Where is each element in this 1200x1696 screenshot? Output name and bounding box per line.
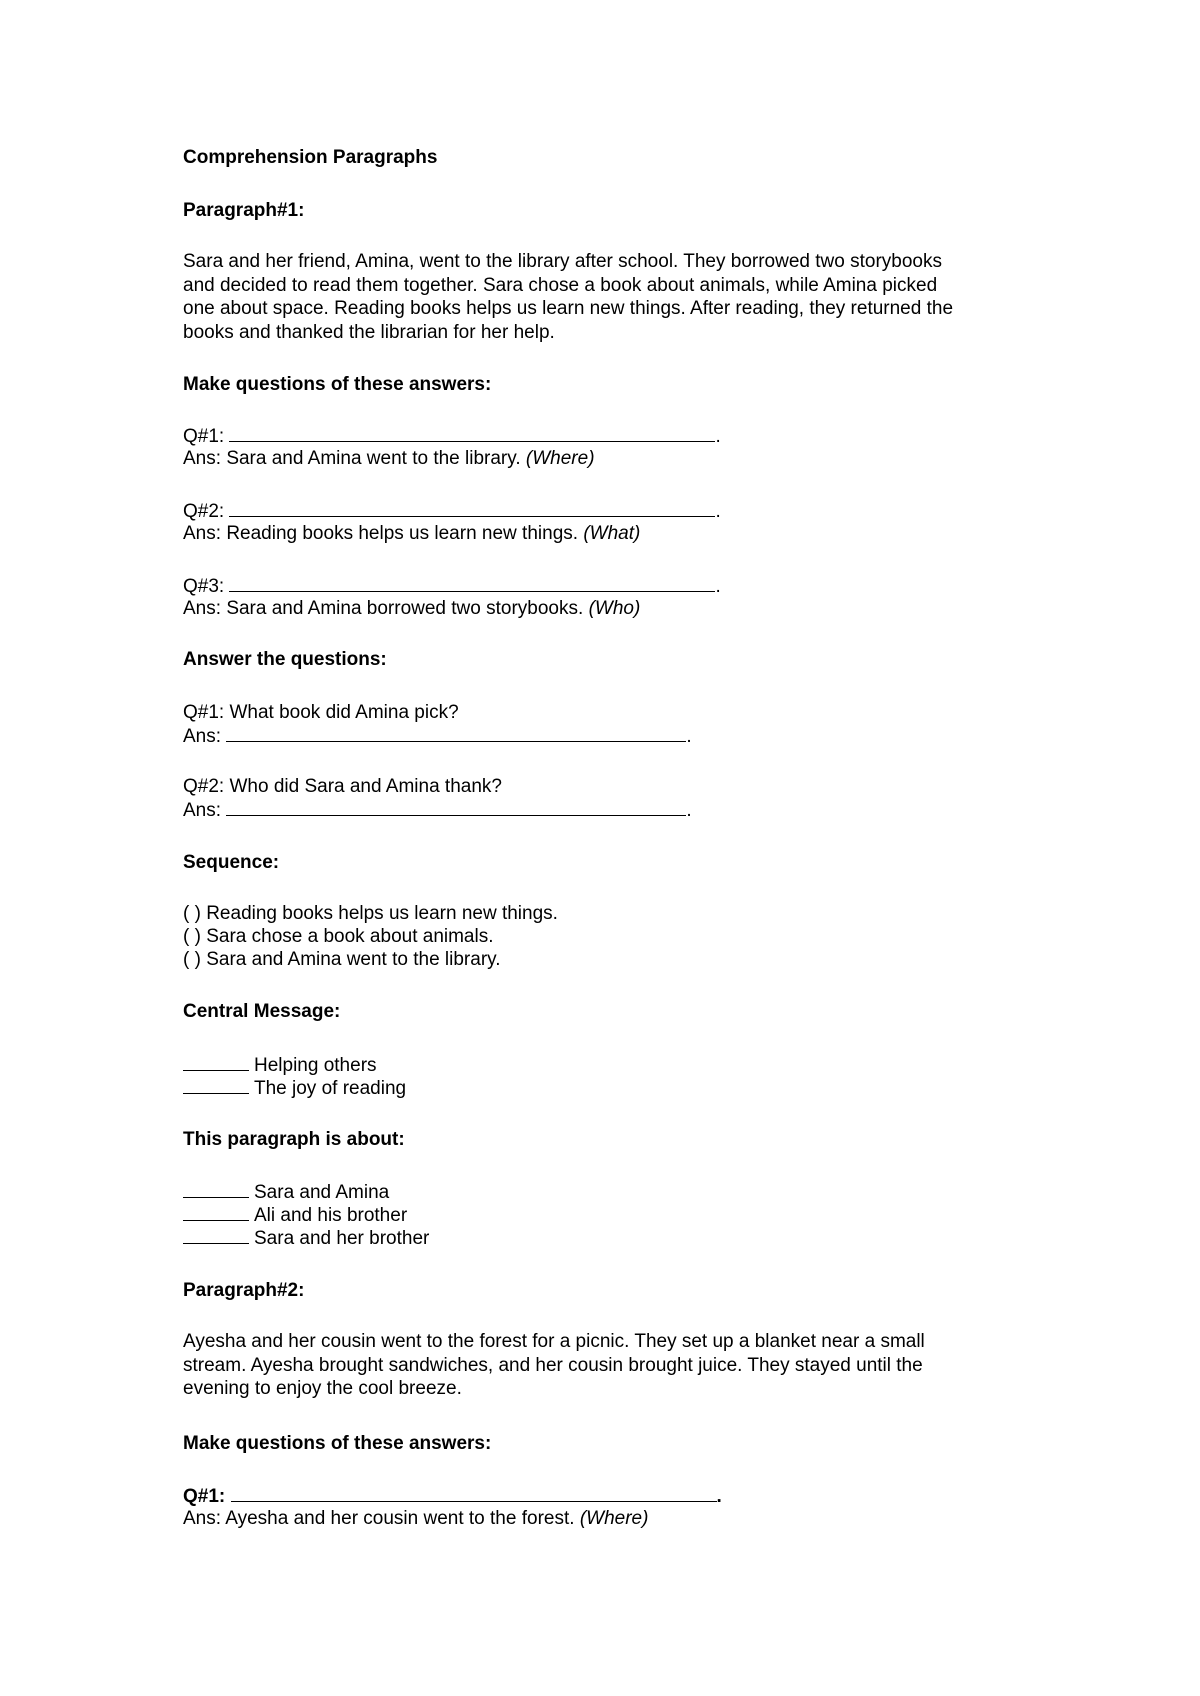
answer-label: Ans:: [183, 448, 222, 469]
answer-label: Ans:: [183, 598, 222, 619]
option-label: Sara and her brother: [254, 1228, 430, 1249]
option-blank[interactable]: [183, 1053, 249, 1071]
paragraph1-line: books and thanked the librarian for her help.: [183, 321, 555, 343]
option-blank[interactable]: [183, 1226, 249, 1244]
answer-hint: (Who): [588, 598, 641, 619]
sequence-item[interactable]: ( ) Sara and Amina went to the library.: [183, 949, 501, 970]
question-end: .: [715, 426, 721, 447]
option-row: [183, 1180, 389, 1205]
question-label: Q#2:: [183, 501, 225, 522]
paragraph2-heading: Paragraph#2:: [183, 1280, 305, 1301]
make-questions-heading: Make questions of these answers:: [183, 1433, 492, 1454]
option-blank[interactable]: [183, 1203, 249, 1221]
answer-row: [183, 447, 595, 471]
option-row: [183, 1203, 407, 1228]
about-heading: This paragraph is about:: [183, 1129, 405, 1150]
question-label: Q#3:: [183, 576, 225, 597]
option-row: [183, 1226, 429, 1251]
question-row: [183, 1484, 722, 1509]
option-blank[interactable]: [183, 1180, 249, 1198]
answer-label: Ans:: [183, 800, 222, 821]
option-label: Ali and his brother: [254, 1205, 408, 1226]
central-message-heading: Central Message:: [183, 1001, 341, 1022]
paragraph1-line: and decided to read them together. Sara chose a book about animals, while Amina picked: [183, 274, 938, 296]
paragraph1-line: one about space. Reading books helps us learn new things. After reading, they returned the: [183, 298, 954, 319]
question-row: [183, 574, 721, 599]
answer-label: Ans:: [183, 1508, 222, 1529]
question-row: [183, 499, 721, 524]
option-label: The joy of reading: [254, 1078, 407, 1099]
paragraph1-heading: Paragraph#1:: [183, 200, 305, 221]
answer-row: [183, 798, 692, 823]
answer-questions-heading: Answer the questions:: [183, 649, 387, 670]
answer-hint: (Where): [579, 1508, 649, 1529]
answer-row: [183, 597, 640, 621]
answer-hint: (Where): [525, 448, 595, 469]
paragraph2-line: evening to enjoy the cool breeze.: [183, 1378, 462, 1399]
paragraph1-line: Sara and her friend, Amina, went to the library after school. They borrowed two storybooks: [183, 251, 942, 272]
answer-text: Sara and Amina went to the library.: [226, 448, 521, 469]
sequence-heading: Sequence:: [183, 852, 280, 873]
question-text: Q#1: What book did Amina pick?: [183, 702, 459, 723]
paragraph2-line: Ayesha and her cousin went to the forest for a picnic. They set up a blanket near a small: [183, 1331, 925, 1352]
answer-text: Sara and Amina borrowed two storybooks.: [226, 598, 584, 619]
answer-row: [183, 522, 640, 546]
question-label: Q#1:: [183, 1486, 226, 1507]
question-blank[interactable]: [229, 574, 715, 592]
sequence-item[interactable]: ( ) Sara chose a book about animals.: [183, 926, 494, 947]
answer-label: Ans:: [183, 523, 222, 544]
answer-row: [183, 724, 692, 749]
option-row: [183, 1053, 377, 1078]
answer-blank[interactable]: [226, 798, 686, 816]
answer-blank[interactable]: [226, 724, 686, 742]
question-end: .: [716, 1486, 722, 1507]
option-label: Helping others: [254, 1055, 377, 1076]
option-label: Sara and Amina: [254, 1182, 390, 1203]
answer-label: Ans:: [183, 726, 222, 747]
answer-text: Reading books helps us learn new things.: [226, 523, 579, 544]
question-blank[interactable]: [231, 1484, 717, 1502]
answer-end: .: [686, 800, 692, 821]
option-blank[interactable]: [183, 1076, 249, 1094]
document-title: Comprehension Paragraphs: [183, 147, 438, 168]
answer-text: Ayesha and her cousin went to the forest.: [225, 1508, 575, 1529]
answer-hint: (What): [583, 523, 641, 544]
sequence-item[interactable]: ( ) Reading books helps us learn new things.: [183, 903, 558, 924]
question-label: Q#1:: [183, 426, 225, 447]
paragraph1-text: [183, 250, 1033, 344]
question-end: .: [715, 576, 721, 597]
question-row: [183, 424, 721, 449]
answer-row: [183, 1507, 648, 1531]
question-text: Q#2: Who did Sara and Amina thank?: [183, 776, 502, 797]
answer-end: .: [686, 726, 692, 747]
question-end: .: [715, 501, 721, 522]
make-questions-heading: Make questions of these answers:: [183, 374, 492, 395]
question-blank[interactable]: [229, 424, 715, 442]
question-blank[interactable]: [229, 499, 715, 517]
paragraph2-text: [183, 1330, 1033, 1401]
paragraph2-line: stream. Ayesha brought sandwiches, and her cousin brought juice. They stayed until the: [183, 1354, 923, 1376]
option-row: [183, 1076, 406, 1101]
